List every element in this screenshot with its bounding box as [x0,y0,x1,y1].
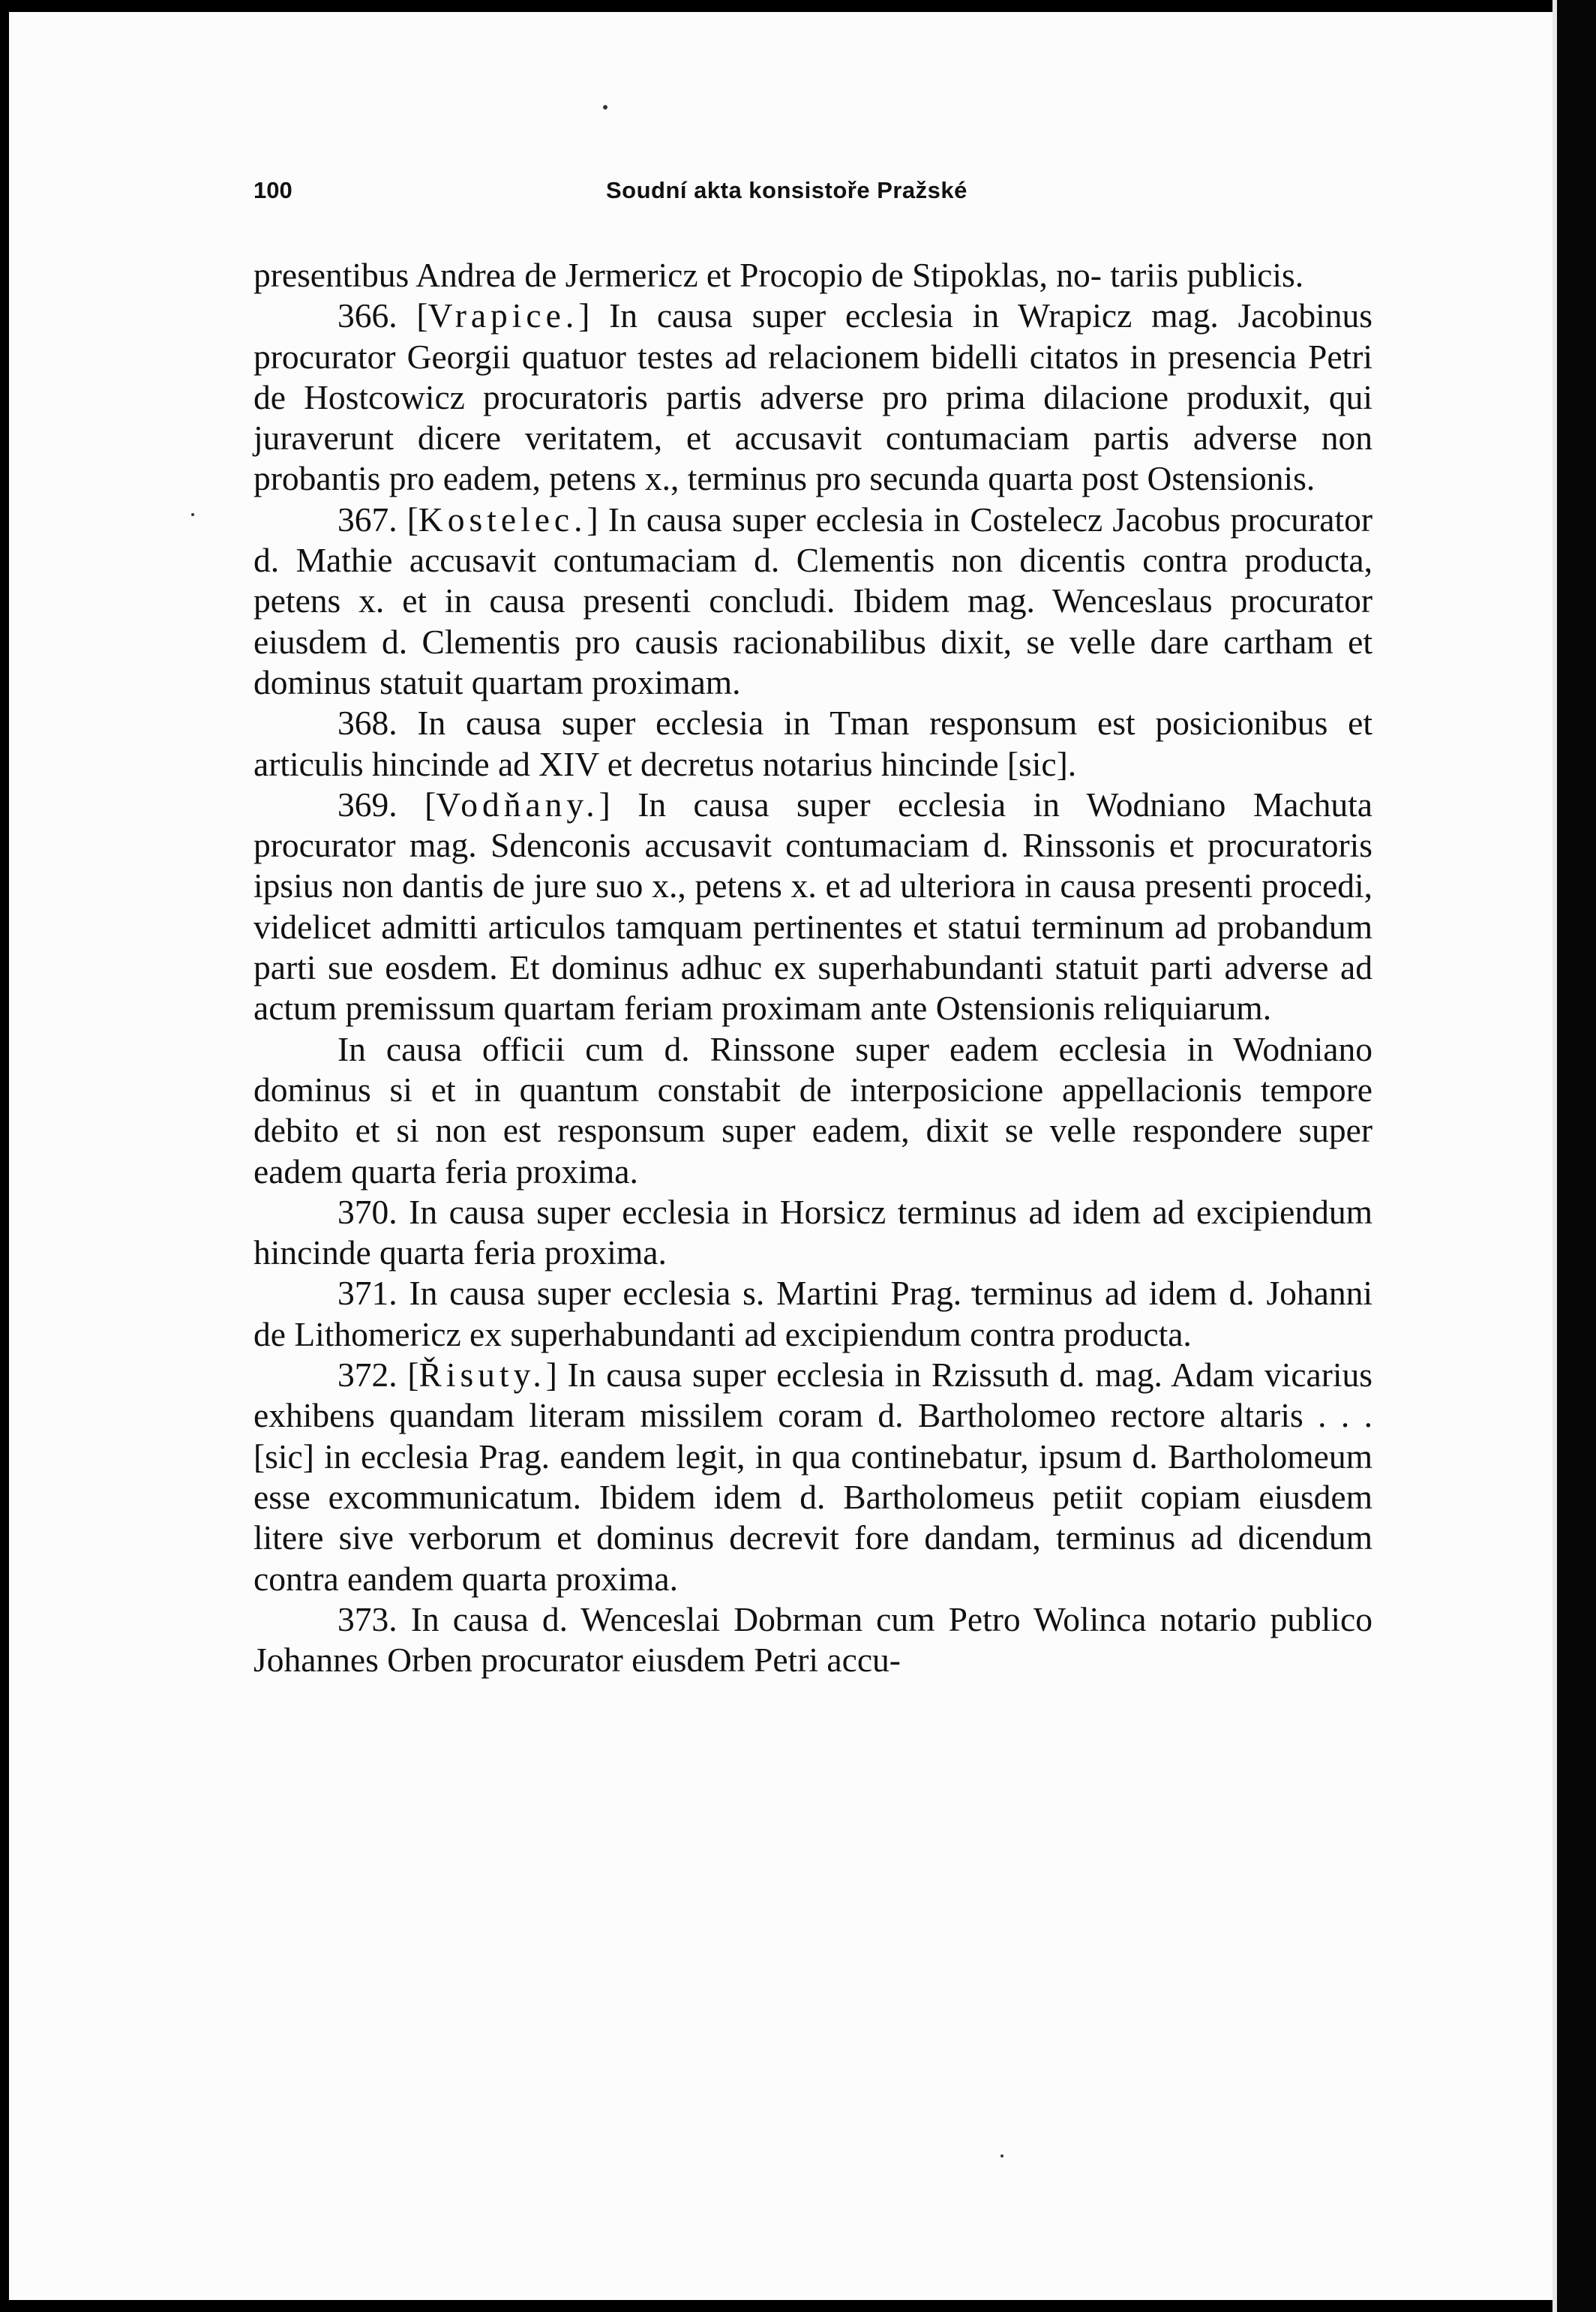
entry-369: 369. [Vodňany.] In causa super ecclesia in Wodniano Machuta procurator mag. Sdenconis accusavit contumaciam d. Rinssonis et procuratoris ipsius non dantis de jure suo x., petens x. et ad ulteriora in causa presenti procedi, videlicet admitti articulos tamquam pertinentes et statui terminum ad probandum parti sue eosdem. Et dominus adhuc ex superhabundanti statuit parti adverse ad actum premissum quartam feriam proximam ante Ostensionis reliquiarum. [254,785,1373,1028]
entry-370 [254,1192,1372,1274]
entry-number: 372. [338,1356,398,1395]
entry-text: In causa super ecclesia s. Martini Prag. terminus ad idem d. Johanni de Lithomericz ex superhabundanti ad excipiendum contra producta. [254,1274,1372,1353]
place-name: Kostelec. [418,500,587,539]
body-text [254,255,1372,1680]
entry-text: In causa super ecclesia in Tman responsum est posicionibus et articulis hincinde ad XIV et decretus notarius hincinde [sic]. [254,704,1372,783]
entry-number: 366. [338,296,398,335]
entry-text: In causa super ecclesia in Horsicz terminus ad idem ad excipiendum hincinde quarta feria proxima. [254,1192,1372,1272]
text-line: presentibus Andrea de Jermericz et Procopio de Stipoklas, no- [254,256,1102,294]
entry-number: 367. [338,500,398,539]
entry-text: In causa officii cum d. Rinssone super eadem ecclesia in Wodniano dominus si et in quantum constabit de interposicione appellacionis tempore debito et si non est responsum super eadem, dixit se velle respondere super eadem quarta feria proxima. [254,1029,1372,1191]
entry-text: In causa super ecclesia in Rzissuth d. mag. Adam vicarius exhibens quandam literam missilem coram d. Bartholomeo rectore altaris . . . [sic] in ecclesia Prag. eandem legit, in qua continebatur, ipsum d. Bartholomeum esse excommunicatum. Ibidem idem d. Bartholomeus petiit copiam eiusdem litere sive verborum et dominus decrevit fore dandam, terminus ad dicendum contra eandem quarta proxima. [254,1356,1373,1598]
entry-number: 369. [338,785,398,824]
entry-text: In causa super ecclesia in Wodniano Machuta procurator mag. Sdenconis accusavit contumaciam d. Rinssonis et procuratoris ipsius non dantis de jure suo x., petens x. et ad ulteriora in causa presenti procedi, videlicet admitti articulos tamquam pertinentes et statui terminum ad probandum parti sue eosdem. Et dominus adhuc ex superhabundanti statuit parti adverse ad actum premissum quartam feriam proximam ante Ostensionis reliquiarum. [254,785,1373,1028]
entry-number: 368. [338,704,398,743]
running-title: Soudní akta konsistoře Pražské [606,177,968,203]
scan-edge-strip [1552,0,1596,2312]
continuation-paragraph [254,255,1372,296]
entry-373 [254,1599,1372,1681]
entry-text: In causa super ecclesia in Costelecz Jacobus procurator d. Mathie accusavit contumaciam d. Clementis non dicentis contra producta, petens x. et in causa presenti concludi. Ibidem mag. Wenceslaus procurator eiusdem d. Clementis pro causis racionabilibus dixit, se velle dare cartham et dominus statuit quartam proximam. [254,500,1373,701]
entry-text: In causa super ecclesia in Wrapicz mag. Jacobinus procurator Georgii quatuor testes ad relacionem bidelli citatos in presencia Petri de Hostcowicz procuratoris partis adverse pro prima dilacione produxit, qui juraverunt dicere veritatem, et accusavit contumaciam partis adverse non probantis pro eadem, petens x., terminus pro secunda quarta post Ostensionis. [254,296,1373,498]
place-name: Vodňany. [436,785,599,824]
entry-371 [254,1273,1372,1355]
place-name: Řisuty. [418,1356,546,1395]
entry-number: 370. [338,1192,398,1231]
page-header [254,177,1378,207]
entry-368 [254,703,1372,785]
entry-367: 367. [Kostelec.] In causa super ecclesia in Costelecz Jacobus procurator d. Mathie accusavit contumaciam d. Clementis non dicentis contra producta, petens x. et in causa presenti concludi. Ibidem mag. Wenceslaus procurator eiusdem d. Clementis pro causis racionabilibus dixit, se velle dare cartham et dominus statuit quartam proximam. [254,500,1373,701]
entry-number: 373. [338,1599,398,1638]
entry-text: In causa d. Wenceslai Dobrman cum Petro Wolinca notario publico Johannes Orben procurator eiusdem Petri accu- [254,1599,1372,1680]
entry-369-continued [254,1029,1372,1192]
entry-number: 371. [338,1274,398,1313]
text-line: tariis publicis. [1110,256,1304,294]
entry-372: 372. [Řisuty.] In causa super ecclesia in Rzissuth d. mag. Adam vicarius exhibens quandam literam missilem coram d. Bartholomeo rectore altaris . . . [sic] in ecclesia Prag. eandem legit, in qua continebatur, ipsum d. Bartholomeum esse excommunicatum. Ibidem idem d. Bartholomeus petiit copiam eiusdem litere sive verborum et dominus decrevit fore dandam, terminus ad dicendum contra eandem quarta proxima. [254,1356,1373,1598]
entry-366: 366. [Vrapice.] In causa super ecclesia in Wrapicz mag. Jacobinus procurator Georgii quatuor testes ad relacionem bidelli citatos in presencia Petri de Hostcowicz procuratoris partis adverse pro prima dilacione produxit, qui juraverunt dicere veritatem, et accusavit contumaciam partis adverse non probantis pro eadem, petens x., terminus pro secunda quarta post Ostensionis. [254,296,1373,498]
place-name: Vrapice. [428,296,579,335]
page-number: 100 [254,177,292,203]
